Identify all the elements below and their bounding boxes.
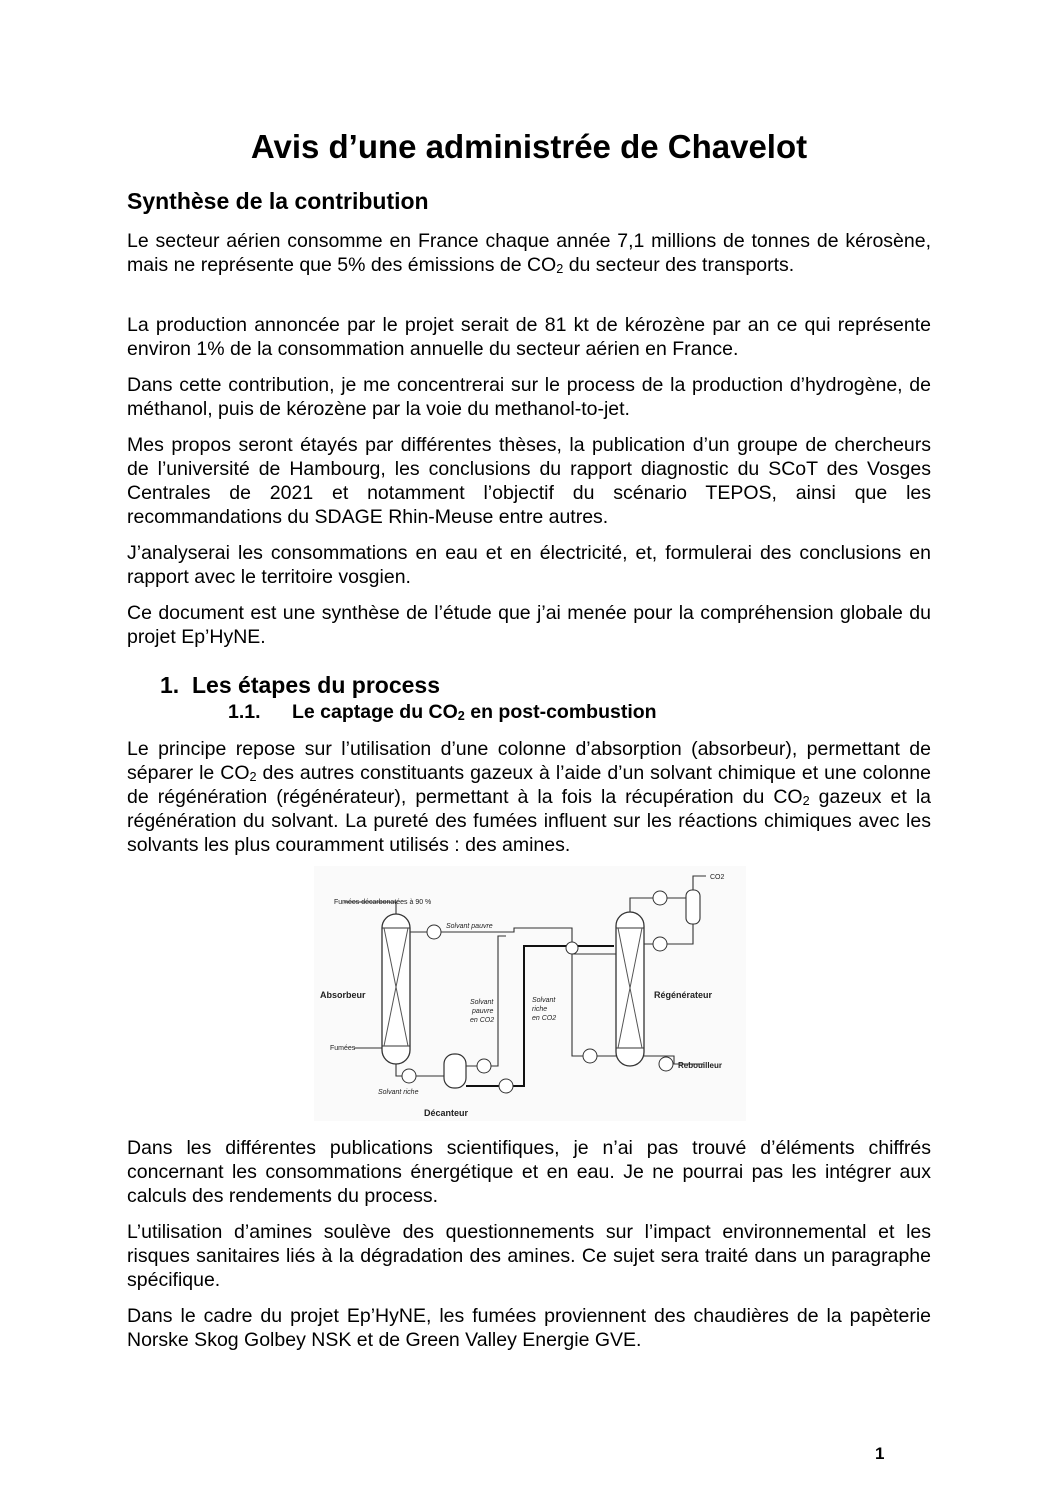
synthesis-paragraph-2: La production annoncée par le projet serait de 81 kt de kérozène par an ce qui représente environ 1% de la consommation annuelle du secteur aérien en France. — [127, 314, 931, 360]
synthesis-paragraph-1: Le secteur aérien consomme en France chaque année 7,1 millions de tonnes de kérosène, mais ne représente que 5% des émissions de $CO_2$ du secteur des transports. — [127, 230, 931, 276]
label-co2-out: CO2 — [710, 874, 725, 881]
page-number: 1 — [875, 1444, 885, 1463]
subsection-1-1-heading: 1.1. Le captage du $CO_2$ en post-combustion — [228, 701, 657, 723]
label-solvant-riche-co2-line2: riche — [532, 1006, 548, 1013]
process-diagram-svg — [314, 866, 746, 1121]
label-regenerateur: Régénérateur — [654, 990, 713, 1000]
cooler-icon — [427, 925, 441, 939]
section-1-paragraph-3: L’utilisation d’amines soulève des questionnements sur l’impact environnemental et les risques sanitaires liés à la dégradation des amines. Ce sujet sera traité dans un paragraphe spécifique. — [127, 1221, 931, 1291]
label-solvant-pauvre-co2-line1: Solvant — [470, 999, 494, 1006]
label-solvant-pauvre-co2-line2: pauvre — [472, 1008, 494, 1015]
section-1-heading: 1. Les étapes du process — [160, 672, 440, 698]
decanter-vessel — [444, 1054, 466, 1088]
co2-capture-process-diagram — [314, 866, 746, 1121]
condenser-vessel — [686, 890, 700, 924]
label-solvant-pauvre-co2-line3: en CO2 — [470, 1017, 495, 1024]
section-1-paragraph-4: Dans le cadre du projet Ep’HyNE, les fumées proviennent des chaudières de la papèterie Norske Skog Golbey NSK et de Green Valley Energie GVE. — [127, 1305, 931, 1351]
label-decanteur: Décanteur — [424, 1108, 469, 1118]
synthesis-heading: Synthèse de la contribution — [127, 188, 429, 214]
section-1-paragraph-1: Le principe repose sur l’utilisation d’une colonne d’absorption (absorbeur), permettant de séparer le $CO_2$ des autres constituants gazeux à l’aide d’un solvant chimique et une colonne de régénération (régénérateur), permettant à la fois la récupération du $CO_2$ gazeux et la régénération du solvant. La pureté des fumées influent sur les réactions chimiques avec les solvants les plus couramment utilisés : des amines. — [127, 738, 932, 856]
label-rebouilleur: Rebouilleur — [678, 1061, 723, 1070]
rich-solvent-cooler-icon — [402, 1069, 416, 1083]
page-title: Avis d’une administrée de Chavelot — [250, 128, 808, 165]
pipe-co2-out — [693, 876, 706, 890]
pipe-regenerator-return — [572, 954, 616, 1056]
synthesis-paragraph-5: J’analyserai les consommations en eau et en électricité, et, formulerai des conclusions en rapport avec le territoire vosgien. — [127, 542, 931, 588]
pipe-reflux — [644, 924, 693, 944]
section-1-paragraph-2: Dans les différentes publications scientifiques, je n’ai pas trouvé d’éléments chiffrés concernant les consommations énergétique et en eau. Je ne pourrai pas les intégrer aux calculs des rendements du process. — [127, 1137, 931, 1207]
pump-2-icon — [499, 1079, 513, 1093]
reboiler-icon — [659, 1057, 673, 1071]
label-solvant-pauvre: Solvant pauvre — [446, 923, 493, 930]
label-solvant-riche: Solvant riche — [378, 1089, 419, 1096]
label-solvant-riche-co2-line1: Solvant — [532, 997, 556, 1004]
label-solvant-riche-co2-line3: en CO2 — [532, 1015, 557, 1022]
heat-exchanger-icon — [566, 942, 578, 954]
reflux-pump-icon — [653, 937, 667, 951]
condenser-cooler-icon — [653, 891, 667, 905]
synthesis-paragraph-6: Ce document est une synthèse de l’étude que j’ai menée pour la compréhension globale du projet Ep’HyNE. — [127, 602, 931, 648]
pump-3-icon — [583, 1049, 597, 1063]
label-absorbeur: Absorbeur — [320, 990, 366, 1000]
synthesis-paragraph-3: Dans cette contribution, je me concentrerai sur le process de la production d’hydrogène, de méthanol, puis de kérozène par la voie du methanol-to-jet. — [127, 374, 931, 420]
synthesis-paragraph-4: Mes propos seront étayés par différentes thèses, la publication d’un groupe de chercheurs de l’université de Hambourg, les conclusions du rapport diagnostic du SCoT des Vosges Centrales de 2021 et notamment l’objectif du scénario TEPOS, ainsi que les recommandations du SDAGE Rhin-Meuse entre autres. — [127, 434, 931, 528]
label-fumees-decarbonatees: Fumées décarbonatées à 90 % — [334, 899, 432, 906]
pump-1-icon — [477, 1059, 491, 1073]
label-fumees: Fumées — [330, 1045, 356, 1052]
